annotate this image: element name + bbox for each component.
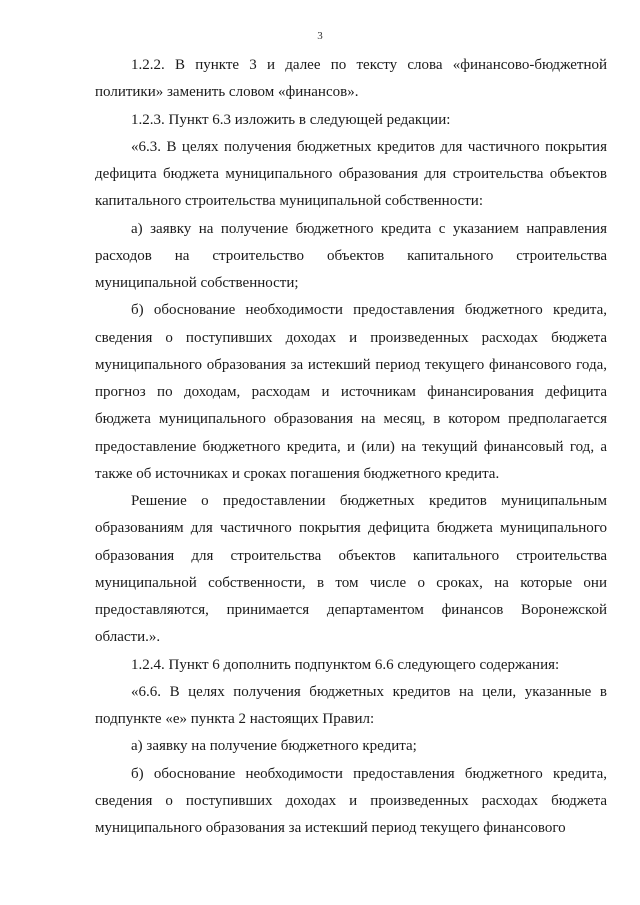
document-body xyxy=(95,52,607,842)
paragraph-6-6-a: а) заявку на получение бюджетного кредита; xyxy=(131,738,417,755)
paragraph-6-3: «6.3. В целях получения бюджетных кредитов для частичного покрытия дефицита бюджета муниципального образования для строительства объектов капитального строительства муниципальной собственности: xyxy=(95,138,607,210)
paragraph-1-2-3: 1.2.3. Пункт 6.3 изложить в следующей редакции: xyxy=(131,111,451,128)
paragraph-6-3-b: б) обоснование необходимости предоставления бюджетного кредита, сведения о поступивших доходах и произведенных расходах бюджета муниципального образования за истекший период текущего финансового года, прогноз по доходам, расходам и источникам финансирования дефицита бюджета муниципального образования на месяц, в котором предполагается предоставление бюджетного кредита, и (или) на текущий финансовый год, а также об источниках и сроках погашения бюджетного кредита. xyxy=(95,302,607,482)
paragraph-decision: Решение о предоставлении бюджетных кредитов муниципальным образованиям для частичного покрытия дефицита бюджета муниципального образования для строительства объектов капитального строительства муниципальной собственности, в том числе о сроках, на которые они предоставляются, принимается департаментом финансов Воронежской области.». xyxy=(95,493,607,646)
paragraph-6-6: «6.6. В целях получения бюджетных кредитов на цели, указанные в подпункте «е» пункта 2 настоящих Правил: xyxy=(95,683,607,727)
paragraph-1-2-4: 1.2.4. Пункт 6 дополнить подпунктом 6.6 следующего содержания: xyxy=(131,656,560,673)
paragraph-6-6-b: б) обоснование необходимости предоставления бюджетного кредита, сведения о поступивших доходах и произведенных расходах бюджета муниципального образования за истекший период текущего финансового xyxy=(95,765,607,836)
paragraph-1-2-2: 1.2.2. В пункте 3 и далее по тексту слова «финансово-бюджетной политики» заменить словом «финансов». xyxy=(95,57,607,101)
paragraph-6-3-a: а) заявку на получение бюджетного кредита с указанием направления расходов на строительство объектов капитального строительства муниципальной собственности; xyxy=(95,220,607,291)
page-number: 3 xyxy=(317,30,323,42)
